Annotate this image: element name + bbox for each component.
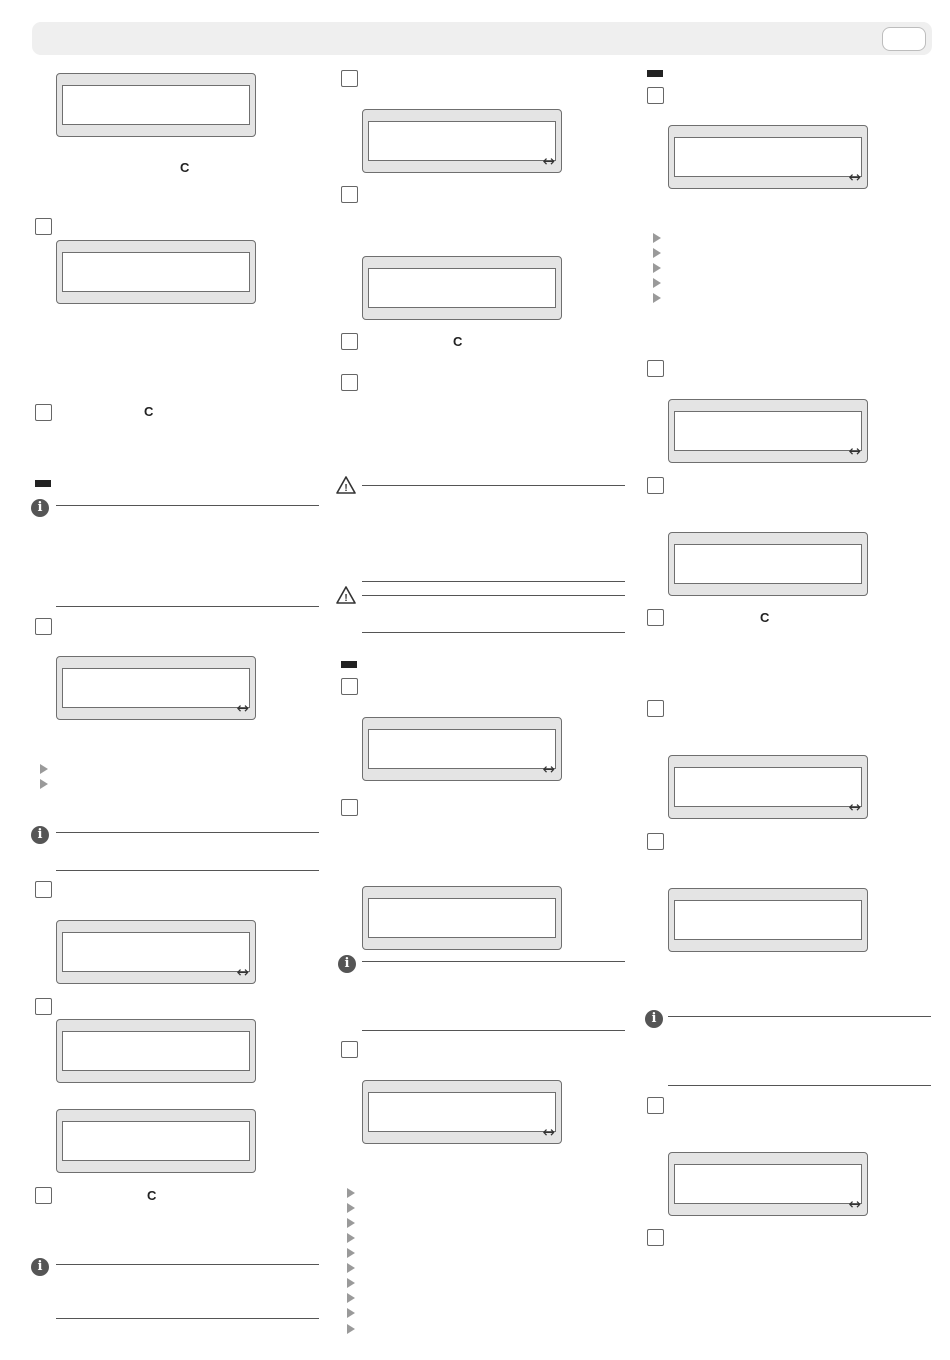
- c-key-symbol: C: [144, 404, 154, 419]
- lcd-display: [668, 888, 868, 952]
- lcd-screen: [62, 1121, 250, 1161]
- arrows-icon: ↔: [848, 168, 861, 186]
- step-checkbox[interactable]: [647, 609, 664, 626]
- step-checkbox[interactable]: [341, 374, 358, 391]
- lcd-screen: [62, 252, 250, 292]
- step-checkbox[interactable]: [341, 678, 358, 695]
- lcd-display: [56, 73, 256, 137]
- step-checkbox[interactable]: [647, 700, 664, 717]
- arrows-icon: ↔: [542, 1123, 555, 1141]
- section-label-marker: [341, 661, 357, 668]
- note-rule-top: [668, 1016, 931, 1017]
- note-rule-top: [362, 961, 625, 962]
- bullet-arrow-icon: [347, 1308, 355, 1318]
- bullet-arrow-icon: [347, 1263, 355, 1273]
- step-checkbox[interactable]: [35, 1187, 52, 1204]
- bullet-arrow-icon: [40, 764, 48, 774]
- c-key-symbol: C: [453, 334, 463, 349]
- bullet-arrow-icon: [347, 1218, 355, 1228]
- lcd-display: [668, 1152, 868, 1216]
- info-icon: i: [31, 826, 49, 844]
- bullet-arrow-icon: [347, 1324, 355, 1334]
- bullet-arrow-icon: [347, 1233, 355, 1243]
- lcd-screen: [368, 898, 556, 938]
- step-checkbox[interactable]: [35, 881, 52, 898]
- lcd-display: [668, 532, 868, 596]
- step-checkbox[interactable]: [341, 799, 358, 816]
- warning-rule-bottom: [362, 632, 625, 633]
- info-icon: i: [338, 955, 356, 973]
- lcd-screen: [62, 932, 250, 972]
- arrows-icon: ↔: [236, 963, 249, 981]
- lcd-display: [362, 886, 562, 950]
- header-bar: [32, 22, 932, 55]
- lcd-screen: [674, 137, 862, 177]
- lcd-display: [56, 656, 256, 720]
- warning-rule-bottom: [362, 581, 625, 582]
- bullet-arrow-icon: [653, 278, 661, 288]
- warning-icon: [336, 476, 356, 494]
- step-checkbox[interactable]: [647, 1229, 664, 1246]
- c-key-symbol: C: [147, 1188, 157, 1203]
- arrows-icon: ↔: [848, 798, 861, 816]
- arrows-icon: ↔: [542, 760, 555, 778]
- bullet-arrow-icon: [347, 1203, 355, 1213]
- arrows-icon: ↔: [542, 152, 555, 170]
- section-label-marker: [35, 480, 51, 487]
- lcd-display: [362, 256, 562, 320]
- bullet-arrow-icon: [40, 779, 48, 789]
- bullet-arrow-icon: [653, 293, 661, 303]
- warning-rule-top: [362, 595, 625, 596]
- lcd-screen: [368, 268, 556, 308]
- step-checkbox[interactable]: [341, 186, 358, 203]
- note-rule-bottom: [56, 1318, 319, 1319]
- step-checkbox[interactable]: [341, 70, 358, 87]
- c-key-symbol: C: [760, 610, 770, 625]
- bullet-arrow-icon: [347, 1188, 355, 1198]
- bullet-arrow-icon: [347, 1278, 355, 1288]
- lcd-display: [668, 755, 868, 819]
- lcd-display: [56, 1109, 256, 1173]
- lcd-screen: [368, 1092, 556, 1132]
- bullet-arrow-icon: [347, 1293, 355, 1303]
- warning-glyph: !: [344, 483, 348, 494]
- lcd-display: [56, 240, 256, 304]
- note-rule-bottom: [362, 1030, 625, 1031]
- step-checkbox[interactable]: [35, 998, 52, 1015]
- lcd-screen: [62, 85, 250, 125]
- bullet-arrow-icon: [653, 233, 661, 243]
- note-rule-top: [56, 505, 319, 506]
- step-checkbox[interactable]: [35, 618, 52, 635]
- info-icon: i: [645, 1010, 663, 1028]
- lcd-screen: [674, 767, 862, 807]
- warning-rule-top: [362, 485, 625, 486]
- step-checkbox[interactable]: [341, 333, 358, 350]
- lcd-display: [56, 920, 256, 984]
- lcd-screen: [62, 1031, 250, 1071]
- lcd-display: [362, 109, 562, 173]
- lcd-screen: [368, 121, 556, 161]
- section-label-marker: [647, 70, 663, 77]
- step-checkbox[interactable]: [647, 477, 664, 494]
- lcd-screen: [674, 900, 862, 940]
- note-rule-top: [56, 832, 319, 833]
- step-checkbox[interactable]: [35, 218, 52, 235]
- step-checkbox[interactable]: [647, 1097, 664, 1114]
- step-checkbox[interactable]: [647, 360, 664, 377]
- lcd-display: [362, 717, 562, 781]
- note-rule-bottom: [56, 606, 319, 607]
- lcd-screen: [62, 668, 250, 708]
- note-rule-bottom: [56, 870, 319, 871]
- arrows-icon: ↔: [848, 442, 861, 460]
- step-checkbox[interactable]: [647, 833, 664, 850]
- step-checkbox[interactable]: [35, 404, 52, 421]
- lcd-display: [362, 1080, 562, 1144]
- lcd-screen: [674, 544, 862, 584]
- arrows-icon: ↔: [236, 699, 249, 717]
- note-rule-top: [56, 1264, 319, 1265]
- lcd-screen: [674, 411, 862, 451]
- bullet-arrow-icon: [347, 1248, 355, 1258]
- warning-icon: [336, 586, 356, 604]
- info-icon: i: [31, 1258, 49, 1276]
- warning-glyph: !: [344, 593, 348, 604]
- lcd-display: [668, 125, 868, 189]
- lcd-screen: [674, 1164, 862, 1204]
- step-checkbox[interactable]: [647, 87, 664, 104]
- bullet-arrow-icon: [653, 248, 661, 258]
- note-rule-bottom: [668, 1085, 931, 1086]
- lcd-display: [56, 1019, 256, 1083]
- arrows-icon: ↔: [848, 1195, 861, 1213]
- bullet-arrow-icon: [653, 263, 661, 273]
- lcd-display: [668, 399, 868, 463]
- page-number-badge: [882, 27, 926, 51]
- c-key-symbol: C: [180, 160, 190, 175]
- step-checkbox[interactable]: [341, 1041, 358, 1058]
- lcd-screen: [368, 729, 556, 769]
- info-icon: i: [31, 499, 49, 517]
